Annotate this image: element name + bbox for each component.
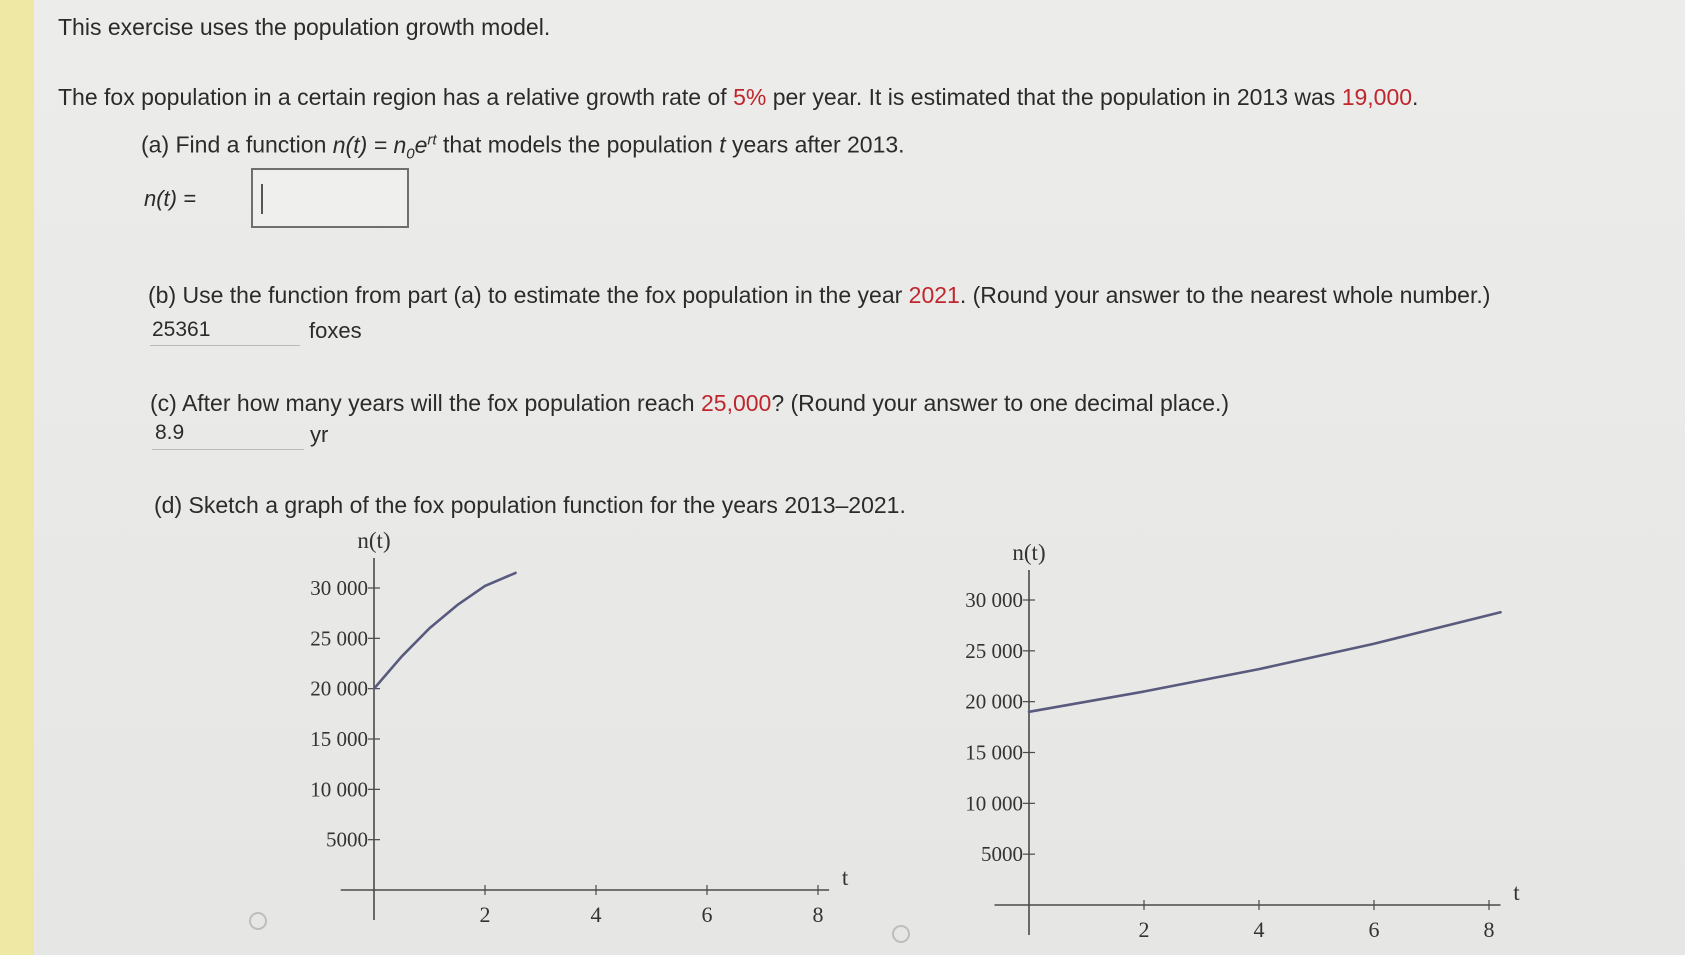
y-tick-label: 15 000 xyxy=(965,740,1023,765)
part-c-answer-input[interactable]: 8.9 xyxy=(155,421,185,444)
radio-option-1[interactable] xyxy=(249,912,267,930)
x-tick-label: 8 xyxy=(1483,917,1495,942)
x-tick-label: 4 xyxy=(590,902,602,927)
part-c-answer-underline xyxy=(152,449,304,450)
x-tick-label: 6 xyxy=(701,902,713,927)
x-axis-label: t xyxy=(1513,880,1520,905)
part-b-unit: foxes xyxy=(309,318,362,343)
x-tick-label: 2 xyxy=(1138,917,1150,942)
target-year: 2021 xyxy=(908,282,960,308)
part-b-answer-underline xyxy=(150,345,300,346)
part-a-answer-input[interactable] xyxy=(251,168,409,228)
y-tick-label: 25 000 xyxy=(965,638,1023,663)
part-a-prompt: (a) Find a function $n(t) = n_0e^{rt}$ that models the population t years after 2013. xyxy=(141,131,905,163)
x-tick-label: 2 xyxy=(479,902,491,927)
y-axis-label: n(t) xyxy=(1012,540,1046,565)
y-tick-label: 15 000 xyxy=(310,727,368,751)
x-tick-label: 4 xyxy=(1253,917,1265,942)
part-b-prompt: (b) Use the function from part (a) to estimate the fox population in the year 2021. (Round your answer to the nearest whole number.) xyxy=(148,282,1491,308)
y-tick-label: 5000 xyxy=(326,827,368,852)
population-curve xyxy=(1029,612,1501,712)
part-c-unit: yr xyxy=(310,422,329,447)
initial-population: 19,000 xyxy=(1341,84,1413,110)
y-tick-label: 10 000 xyxy=(965,791,1023,816)
y-tick-label: 5000 xyxy=(981,842,1023,867)
problem-statement: The fox population in a certain region has a relative growth rate of 5% per year. It is estimated that the population in 2013 was 19,000. xyxy=(58,84,1419,110)
y-tick-label: 10 000 xyxy=(310,777,368,802)
y-tick-label: 25 000 xyxy=(310,626,368,651)
y-tick-label: 20 000 xyxy=(310,676,368,701)
y-tick-label: 20 000 xyxy=(965,689,1023,714)
left-margin-strip xyxy=(0,0,34,955)
exercise-panel xyxy=(34,0,1685,955)
y-axis-label: n(t) xyxy=(357,528,391,553)
target-population: 25,000 xyxy=(700,390,772,416)
x-tick-label: 6 xyxy=(1368,917,1380,942)
part-a-label: n(t) = xyxy=(144,186,196,211)
y-tick-label: 30 000 xyxy=(310,576,368,600)
intro-text: This exercise uses the population growth model. xyxy=(58,14,551,40)
formula: $n(t) = n_0e^{rt}$ xyxy=(332,131,437,163)
radio-option-2[interactable] xyxy=(892,925,910,943)
graph-option-1[interactable] xyxy=(264,525,864,945)
population-curve xyxy=(374,573,516,689)
graph-option-2[interactable] xyxy=(909,530,1529,950)
x-axis-label: t xyxy=(841,865,849,890)
x-tick-label: 8 xyxy=(812,902,824,927)
growth-rate: 5% xyxy=(733,84,767,110)
part-c-prompt: (c) After how many years will the fox population reach 25,000? (Round your answer to one decimal place.) xyxy=(150,390,1230,416)
part-d-prompt: (d) Sketch a graph of the fox population function for the years 2013–2021. xyxy=(154,492,906,518)
y-tick-label: 30 000 xyxy=(965,588,1023,612)
part-b-answer-input[interactable]: 25361 xyxy=(152,318,211,341)
text-caret xyxy=(261,184,263,214)
